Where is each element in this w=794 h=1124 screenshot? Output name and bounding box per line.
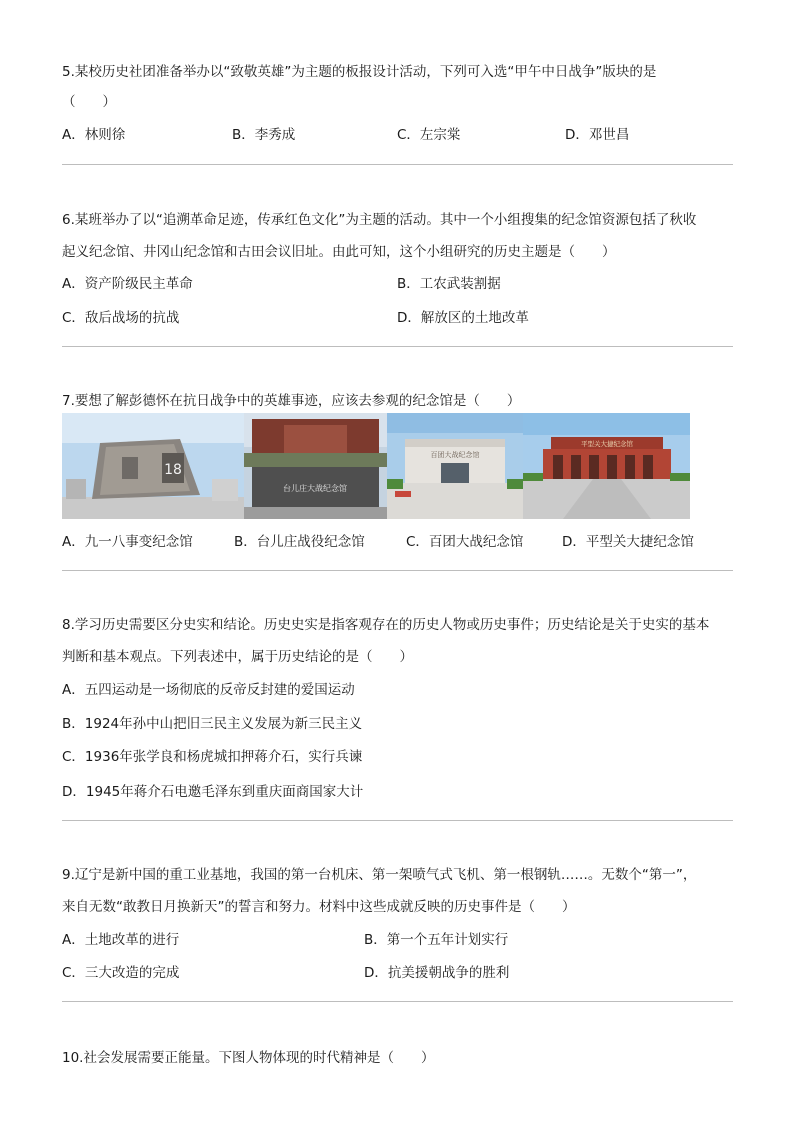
q10-stem: 10.社会发展需要正能量。下图人物体现的时代精神是（ ） (62, 1050, 435, 1066)
photo-baituan-inscription: 百团大战纪念馆 (430, 451, 480, 459)
q9-option-c: C．三大改造的完成 (62, 965, 180, 981)
q9-option-b: B．第一个五年计划实行 (364, 932, 509, 948)
separator-q9 (62, 1001, 733, 1002)
q7-stem: 7.要想了解彭德怀在抗日战争中的英雄事迹，应该去参观的纪念馆是（ ） (62, 393, 521, 409)
q9-stem-line2: 来自无数“敢教日月换新天”的誓言和努力。材料中这些成就反映的历史事件是（ ） (62, 899, 576, 915)
q8-option-b: B．1924年孙中山把旧三民主义发展为新三民主义 (62, 716, 363, 732)
photo-pingxingguan-inscription: 平型关大捷纪念馆 (581, 440, 633, 448)
q6-option-b: B．工农武装割据 (397, 276, 501, 292)
q5-option-a: A．林则徐 (62, 127, 126, 143)
q9-stem-line1: 9.辽宁是新中国的重工业基地，我国的第一台机床、第一架喷气式飞机、第一根钢轨……。无数个“第一”， (62, 867, 697, 883)
q7-option-d: D．平型关大捷纪念馆 (562, 534, 694, 550)
q8-option-c: C．1936年张学良和杨虎城扣押蒋介石，实行兵谏 (62, 749, 363, 765)
photo-918-number: 18 (164, 462, 182, 478)
photo-taierzhuang-memorial (244, 413, 387, 519)
q6-stem-line1: 6.某班举办了以“追溯革命足迹，传承红色文化”为主题的活动。其中一个小组搜集的纪念馆资源包括了秋收 (62, 212, 697, 228)
q5-stem: 5.某校历史社团准备举办以“致敬英雄”为主题的板报设计活动，下列可入选“甲午中日战争”版块的是 (62, 64, 657, 80)
q8-option-d: D．1945年蒋介石电邀毛泽东到重庆面商国家大计 (62, 784, 364, 800)
q6-option-a: A．资产阶级民主革命 (62, 276, 193, 292)
q7-option-c: C．百团大战纪念馆 (406, 534, 524, 550)
q7-option-a: A．九一八事变纪念馆 (62, 534, 193, 550)
q5-option-c: C．左宗棠 (397, 127, 461, 143)
q9-option-d: D．抗美援朝战争的胜利 (364, 965, 510, 981)
q5-option-d: D．邓世昌 (565, 127, 630, 143)
separator-q6 (62, 346, 733, 347)
photo-pingxingguan-memorial (523, 413, 690, 519)
q6-stem-line2: 起义纪念馆、井冈山纪念馆和古田会议旧址。由此可知，这个小组研究的历史主题是（ ） (62, 244, 616, 260)
q8-option-a: A．五四运动是一场彻底的反帝反封建的爱国运动 (62, 682, 355, 698)
q5-option-b: B．李秀成 (232, 127, 296, 143)
q8-stem-line1: 8.学习历史需要区分史实和结论。历史史实是指客观存在的历史人物或历史事件；历史结论是关于史实的基本 (62, 617, 710, 633)
photo-baituan-memorial (387, 413, 523, 519)
q6-option-c: C．敌后战场的抗战 (62, 310, 180, 326)
q5-answer-paren: （ ） (62, 94, 116, 110)
q6-option-d: D．解放区的土地改革 (397, 310, 529, 326)
separator-q7 (62, 570, 733, 571)
separator-q8 (62, 820, 733, 821)
separator-q5 (62, 164, 733, 165)
q7-option-b: B．台儿庄战役纪念馆 (234, 534, 365, 550)
photo-taierzhuang-inscription: 台儿庄大战纪念馆 (283, 484, 347, 493)
q8-stem-line2: 判断和基本观点。下列表述中，属于历史结论的是（ ） (62, 649, 413, 665)
q9-option-a: A．土地改革的进行 (62, 932, 180, 948)
photo-918-memorial (62, 413, 244, 519)
